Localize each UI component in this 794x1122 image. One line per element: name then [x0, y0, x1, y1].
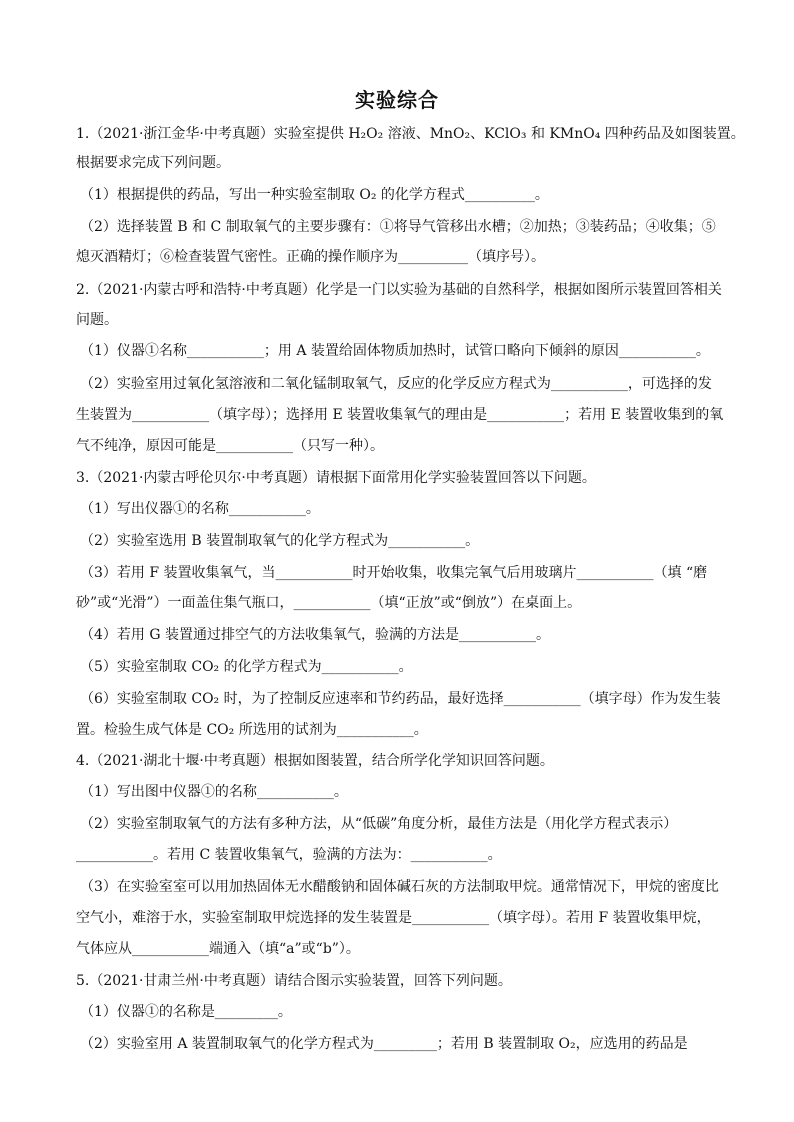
question-5-part-1: （1）仪器①的名称是_________。	[80, 1004, 292, 1020]
question-2-stem: 2.（2021·内蒙古呼和浩特·中考真题）化学是一门以实验为基础的自然科学，根据如图所示装置回答相关	[76, 282, 722, 298]
question-3-part-5: （5）实验室制取 CO₂ 的化学方程式为___________。	[80, 659, 413, 675]
question-4-part-3-cont2: 气体应从___________端通入（填“a”或“b”）。	[76, 941, 360, 957]
question-3-part-2: （2）实验室选用 B 装置制取氧气的化学方程式为___________。	[80, 533, 480, 549]
question-2-stem-cont: 问题。	[76, 312, 118, 328]
question-3-part-6: （6）实验室制取 CO₂ 时，为了控制反应速率和节约药品，最好选择___________（填字母）作为发生装	[80, 691, 721, 707]
question-1-stem-cont: 根据要求完成下列问题。	[76, 155, 230, 171]
question-4-part-3-cont: 空气小，难溶于水，实验室制取甲烷选择的发生装置是___________（填字母）。若用 F 装置收集甲烷，	[76, 910, 711, 926]
question-3-part-6-cont: 置。检验生成气体是 CO₂ 所选用的试剂为___________。	[76, 722, 428, 738]
question-4-part-1: （1）写出图中仪器①的名称___________。	[80, 784, 348, 800]
question-5-stem: 5.（2021·甘肃兰州·中考真题）请结合图示实验装置，回答下列问题。	[76, 973, 512, 989]
question-3-part-3-cont: 砂”或“光滑”）一面盖住集气瓶口，___________（填“正放”或“倒放”）在桌面上。	[76, 595, 582, 611]
question-1-part-1: （1）根据提供的药品，写出一种实验室制取 O₂ 的化学方程式__________。	[80, 187, 549, 203]
question-3-part-1: （1）写出仪器①的名称___________。	[80, 501, 320, 517]
question-1-part-2: （2）选择装置 B 和 C 制取氧气的主要步骤有：①将导气管移出水槽；②加热；③装药品；④收集；⑤	[80, 219, 716, 235]
question-4-part-2: （2）实验室制取氧气的方法有多种方法，从“低碳”角度分析，最佳方法是（用化学方程式表示）	[80, 816, 678, 832]
question-4-stem: 4.（2021·湖北十堰·中考真题）根据如图装置，结合所学化学知识回答问题。	[76, 753, 554, 769]
question-2-part-2-cont2: 气不纯净，原因可能是___________（只写一种）。	[76, 438, 384, 454]
question-5-part-2: （2）实验室用 A 装置制取氧气的化学方程式为_________；若用 B 装置制取 O₂，应选用的药品是	[80, 1036, 688, 1052]
question-3-stem: 3.（2021·内蒙古呼伦贝尔·中考真题）请根据下面常用化学实验装置回答以下问题。	[76, 470, 596, 486]
question-1-stem: 1.（2021·浙江金华·中考真题）实验室提供 H₂O₂ 溶液、MnO₂、KClO₃ 和 KMnO₄ 四种药品及如图装置。	[76, 126, 745, 142]
question-2-part-2: （2）实验室用过氧化氢溶液和二氧化锰制取氧气，反应的化学反应方程式为___________，可选择的发	[80, 376, 712, 392]
question-4-part-3: （3）在实验室室可以用加热固体无水醋酸钠和固体碱石灰的方法制取甲烷。通常情况下，甲烷的密度比	[80, 879, 719, 895]
question-4-part-2-cont: ___________。若用 C 装置收集氧气，验满的方法为：___________。	[76, 847, 502, 863]
document-title: 实验综合	[355, 88, 439, 112]
question-2-part-1: （1）仪器①名称___________；用 A 装置给固体物质加热时，试管口略向下倾斜的原因___________。	[80, 343, 710, 359]
question-1-part-2-cont: 熄灭酒精灯；⑥检查装置气密性。正确的操作顺序为__________（填序号）。	[76, 249, 545, 265]
question-3-part-3: （3）若用 F 装置收集氧气，当___________时开始收集，收集完氧气后用玻璃片___________（填 “磨	[80, 565, 708, 581]
question-2-part-2-cont: 生装置为___________（填字母）；选择用 E 装置收集氧气的理由是___________；若用 E 装置收集到的氧	[76, 407, 724, 423]
question-3-part-4: （4）若用 G 装置通过排空气的方法收集氧气，验满的方法是___________。	[80, 627, 550, 643]
